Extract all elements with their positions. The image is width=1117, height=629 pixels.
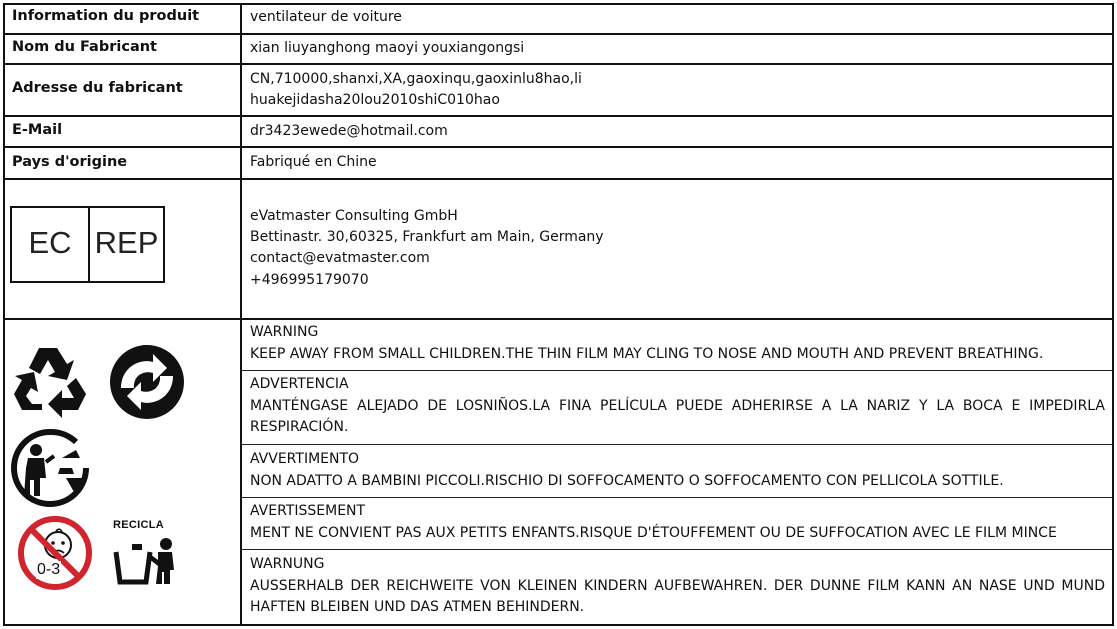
ec-rep-street: Bettinastr. 30,60325, Frankfurt am Main, Germany — [250, 229, 604, 245]
ec-rep-symbol — [10, 206, 165, 283]
address-line-2: huakejidasha20lou2010shiC010hao — [250, 92, 500, 108]
product-info-value: ventilateur de voiture — [250, 9, 402, 25]
row-divider — [3, 33, 1114, 35]
warning-title: WARNING — [250, 324, 319, 340]
recicla-label: RECICLA — [113, 519, 164, 531]
manufacturer-label: Nom du Fabricant — [12, 39, 157, 55]
ec-rep-email: contact@evatmaster.com — [250, 250, 430, 266]
tidyman-recycle-icon — [10, 428, 92, 508]
warning-text: MANTÉNGASE ALEJADO DE LOSNIÑOS.LA FINA PELÍCULA PUEDE ADHERIRSE A LA NARIZ Y LA BOCA E IMPEDIRLA RESPIRACIÓN. — [250, 397, 1105, 435]
warning-text: AUSSERHALB DER REICHWEITE VON KLEINEN KINDERN AUFBEWAHREN. DER DUNNE FILM KANN AN NASE UND MUND HAFTEN BLEIBEN UND DAS ATMEN BEHINDERN. — [250, 577, 1105, 615]
warning-title: AVERTISSEMENT — [250, 503, 366, 519]
address-label: Adresse du fabricant — [12, 80, 183, 96]
ec-rep-phone: +496995179070 — [250, 272, 369, 288]
warning-divider — [241, 444, 1113, 445]
email-value: dr3423ewede@hotmail.com — [250, 123, 448, 139]
warning-text: KEEP AWAY FROM SMALL CHILDREN.THE THIN FILM MAY CLING TO NOSE AND MOUTH AND PREVENT BREATHING. — [250, 345, 1044, 362]
row-divider — [3, 63, 1114, 65]
warning-text: MENT NE CONVIENT PAS AUX PETITS ENFANTS.RISQUE D'ÉTOUFFEMENT OU DE SUFFOCATION AVEC LE FILM MINCE — [250, 524, 1057, 541]
warning-es — [250, 374, 1105, 439]
no-children-0-3-icon — [16, 515, 94, 591]
warning-en — [250, 322, 1105, 365]
recycling-icon — [12, 344, 92, 420]
warning-title: WARNUNG — [250, 556, 325, 572]
row-divider — [3, 115, 1114, 117]
warning-fr — [250, 501, 1110, 544]
recicla-icon — [112, 536, 184, 586]
age-range-label: 0-3 — [37, 561, 61, 578]
table-border-bottom — [3, 624, 1114, 626]
warning-title: AVVERTIMENTO — [250, 451, 360, 467]
green-dot-icon — [107, 344, 187, 420]
warning-text: NON ADATTO A BAMBINI PICCOLI.RISCHIO DI SOFFOCAMENTO O SOFFOCAMENTO CON PELLICOLA SOTTILE. — [250, 472, 1004, 489]
table-border-left — [3, 3, 5, 626]
row-divider — [3, 146, 1114, 148]
warning-title: ADVERTENCIA — [250, 376, 349, 392]
ec-rep-company: eVatmaster Consulting GmbH — [250, 208, 458, 224]
origin-label: Pays d'origine — [12, 154, 128, 170]
table-border-right — [1112, 3, 1114, 626]
origin-value: Fabriqué en Chine — [250, 154, 377, 170]
warning-de — [250, 554, 1105, 619]
email-label: E-Mail — [12, 122, 63, 138]
warning-divider — [241, 549, 1113, 550]
rep-text: REP — [94, 225, 159, 260]
ec-text: EC — [28, 225, 72, 260]
column-divider — [240, 3, 242, 626]
row-divider — [3, 178, 1114, 180]
manufacturer-value: xian liuyanghong maoyi youxiangongsi — [250, 40, 525, 56]
row-divider — [3, 318, 1114, 320]
row-divider — [3, 3, 1114, 5]
warning-divider — [241, 370, 1113, 371]
warning-it — [250, 449, 1105, 492]
address-line-1: CN,710000,shanxi,XA,gaoxinqu,gaoxinlu8hao,li — [250, 71, 582, 87]
product-info-label: Information du produit — [12, 8, 200, 24]
warning-divider — [241, 497, 1113, 498]
